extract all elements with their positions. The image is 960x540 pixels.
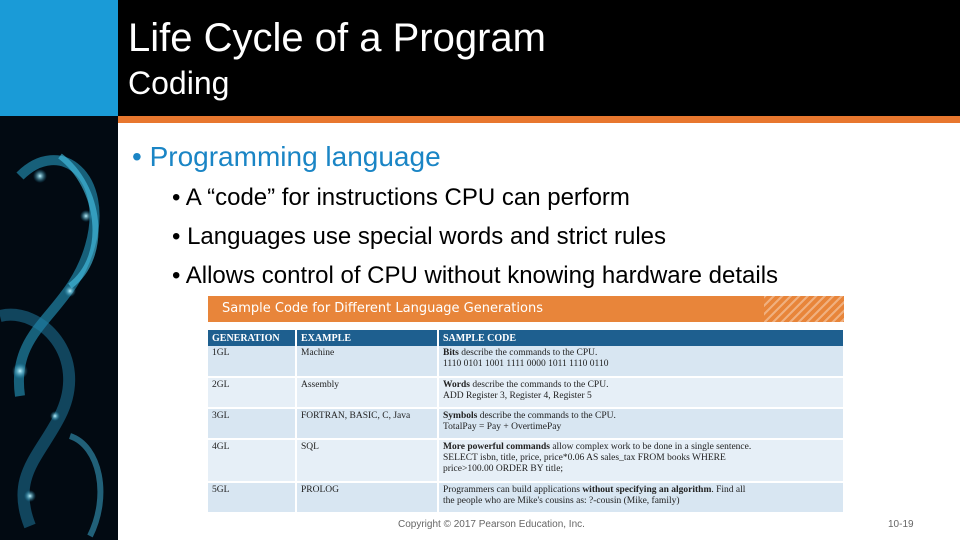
language-generations-figure	[208, 296, 844, 510]
slide-number: 10-19	[888, 519, 914, 530]
code-example: the people who are Mike's cousins as: ?-cousin (Mike, family)	[443, 496, 680, 506]
code-text: allow complex work to be done in a single sentence.	[549, 442, 752, 452]
code-text: describe the commands to the CPU.	[458, 348, 598, 358]
table-row	[208, 482, 844, 513]
table-row	[208, 439, 844, 482]
column-header-generation: GENERATION	[208, 330, 296, 346]
code-keyword: More powerful commands	[443, 442, 550, 452]
column-header-sample-code: SAMPLE CODE	[438, 330, 844, 346]
cell-example: Assembly	[296, 377, 438, 408]
left-decorative-strip	[0, 0, 118, 540]
cell-example: FORTRAN, BASIC, C, Java	[296, 408, 438, 439]
code-example: SELECT isbn, title, price, price*0.06 AS sales_tax FROM books WHERE	[443, 453, 726, 463]
table-header-row	[208, 330, 844, 346]
code-text: . Find all	[711, 485, 746, 495]
code-example: TotalPay = Pay + OvertimePay	[443, 422, 562, 432]
cell-generation: 1GL	[208, 346, 296, 377]
language-generations-table	[208, 330, 845, 514]
code-text: describe the commands to the CPU.	[469, 380, 609, 390]
table-row	[208, 346, 844, 377]
cell-sample-code	[438, 408, 844, 439]
copyright-notice: Copyright © 2017 Pearson Education, Inc.	[398, 519, 585, 530]
cell-example: Machine	[296, 346, 438, 377]
bullet-programming-language: • Programming language	[132, 141, 441, 172]
cell-generation: 3GL	[208, 408, 296, 439]
cell-example: PROLOG	[296, 482, 438, 513]
blue-accent-block	[0, 0, 118, 116]
cell-sample-code	[438, 346, 844, 377]
figure-stripe-pattern	[764, 296, 844, 322]
slide-subtitle: Coding	[128, 65, 230, 101]
figure-title-bar	[208, 296, 844, 322]
code-example-cont: price>100.00 ORDER BY title;	[443, 464, 564, 474]
code-keyword: Words	[443, 380, 470, 390]
figure-title: Sample Code for Different Language Generations	[222, 301, 543, 316]
cell-generation: 2GL	[208, 377, 296, 408]
cell-example: SQL	[296, 439, 438, 482]
slide-header	[118, 0, 960, 116]
code-text: describe the commands to the CPU.	[477, 411, 616, 421]
sub-bullet-languages: • Languages use special words and strict rules	[172, 223, 667, 250]
cell-generation: 5GL	[208, 482, 296, 513]
code-keyword: without specifying an algorithm	[582, 485, 712, 495]
cell-generation: 4GL	[208, 439, 296, 482]
sub-bullet-code: • A “code” for instructions CPU can perform	[172, 184, 630, 211]
code-text-pre: Programmers can build applications	[443, 485, 583, 495]
slide-title: Life Cycle of a Program	[128, 16, 546, 60]
code-example: ADD Register 3, Register 4, Register 5	[443, 391, 592, 401]
code-keyword: Bits	[443, 348, 459, 358]
code-keyword: Symbols	[443, 411, 478, 421]
table-row	[208, 377, 844, 408]
table-row	[208, 408, 844, 439]
cell-sample-code	[438, 482, 844, 513]
cell-sample-code	[438, 439, 844, 482]
fiber-optic-image	[0, 116, 118, 540]
column-header-example: EXAMPLE	[296, 330, 438, 346]
cell-sample-code	[438, 377, 844, 408]
sub-bullet-control: • Allows control of CPU without knowing hardware details	[172, 262, 779, 289]
code-example: 1110 0101 1001 1111 0000 1011 1110 0110	[443, 359, 609, 369]
header-divider	[118, 116, 960, 123]
